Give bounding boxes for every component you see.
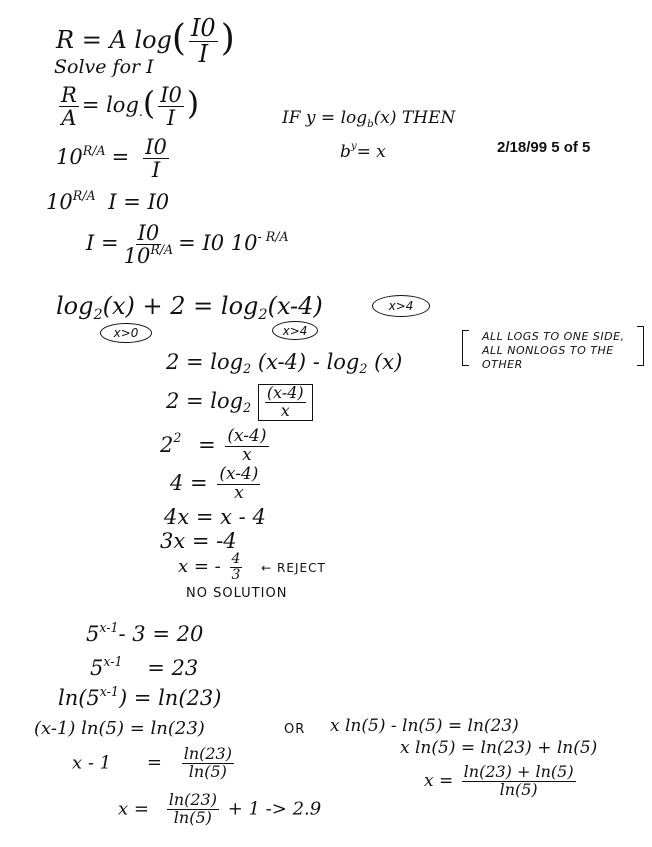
step3-equation: $10^{R/A}$ I = I0 [46,187,170,214]
exp-equation-4: (x-1) ln(5) = ln(23) [34,718,205,739]
log-rule-if: IF $y = \log_b(x)$ THEN [282,108,456,130]
step-line-6: 3x = -4 [160,529,237,553]
step2-equation: $10^{R/A}$ = $\frac{I0}{I}$ [56,135,167,183]
alt-equation-1: x ln(5) - ln(5) = ln(23) [330,716,519,736]
or-label: OR [284,722,306,737]
log-equation: $\log_2(x) + 2 = \log_2(x-4)$ [56,292,323,324]
exp-equation-6: x = $\frac{\ln(23)}{\ln(5)}$ + 1 -> 2.9 [118,790,322,827]
step1-equation: $\frac{R}{A}$ = $\log_.$( $\frac{I0}{I}$ ) [61,83,200,131]
left-bracket [462,330,469,366]
step-line-4: 4 = $\frac{(x-4)}{x}$ [170,464,259,503]
condition-oval-x-gt-4-small: x>4 [272,321,318,340]
step-line-3: $2^2$ = $\frac{(x-4)}{x}$ [160,426,267,465]
exp-equation-3: $\ln(5^{x-1}) = \ln(23)$ [58,683,222,710]
alt-equation-2: x ln(5) = ln(23) + ln(5) [400,738,598,758]
formula-lhs: R = A log [56,26,172,55]
exp-equation-5: x - 1 = $\frac{\ln(23)}{\ln(5)}$ [72,744,232,781]
alt-equation-3: x = $\frac{\ln(23) + \ln(5)}{\ln(5)}$ [424,762,574,799]
condition-oval-x-gt-0: x>0 [100,323,152,343]
richter-formula: R = A log( $\frac{I0}{I}$ ) [56,14,235,69]
exp-equation-2: 5$^{x-1}$ = 23 [90,653,199,680]
log-rule-then: $b^y= x$ [340,141,386,162]
step-line-2: $2 = \log_2$ $\frac{(x-4)}{x}$ [166,384,313,421]
step-line-5: 4x = x - 4 [164,505,266,529]
step4-equation: I = $\frac{I0}{10^{R/A}}$ = I0 $10^{- R/A}$ [86,221,289,269]
instruction-text: Solve for I [54,56,154,78]
condition-oval-x-gt-4: x>4 [372,295,430,317]
step-line-7: x = - $\frac{4}{3}$ ← REJECT [178,551,326,583]
reject-label: ← REJECT [261,561,326,576]
note-bracket [462,326,644,371]
no-solution-label: NO SOLUTION [186,586,288,601]
date-page-label: 2/18/99 5 of 5 [497,139,591,156]
exp-equation-1: 5$^{x-1}$- 3 = 20 [86,619,204,646]
step-line-1: $2 = \log_2 (x-4) - \log_2 (x)$ [166,350,403,377]
right-bracket [637,326,644,366]
formula-fraction: $\frac{I0}{I}$ [190,14,216,69]
note-text: ALL LOGS TO ONE SIDE, ALL NONLOGS TO THE OTHER [482,330,625,371]
